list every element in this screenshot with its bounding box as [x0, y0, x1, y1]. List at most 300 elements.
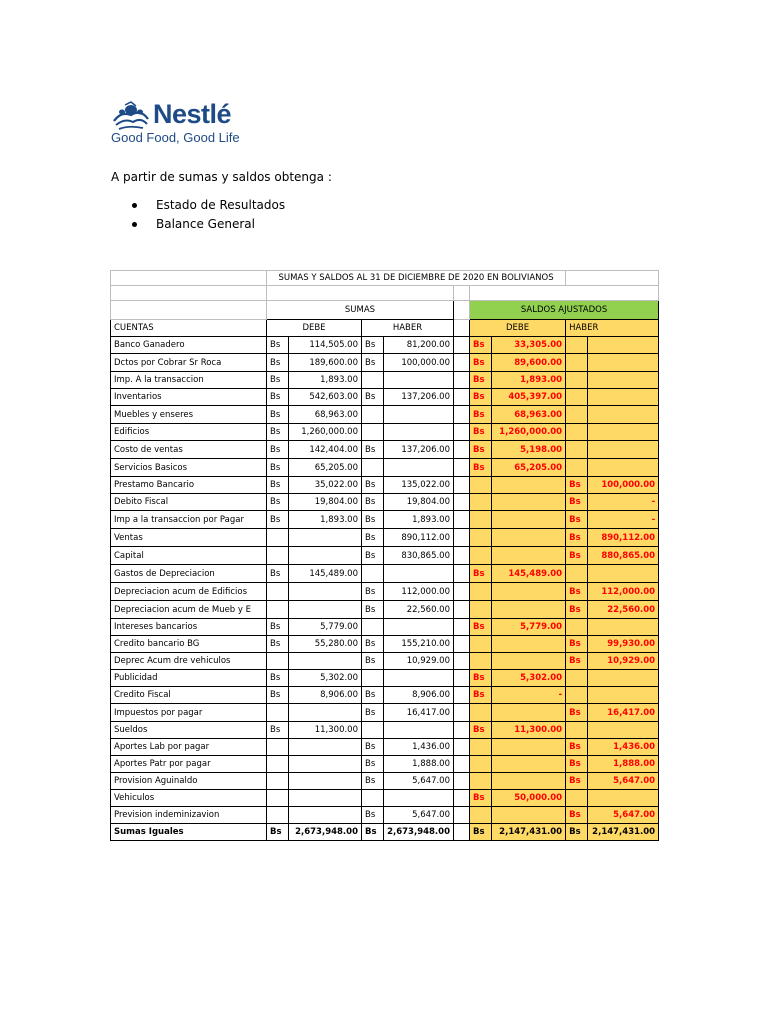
- col-saldo-debe: DEBE: [470, 320, 566, 337]
- debe-value: 114,505.00: [289, 337, 362, 354]
- haber-currency: Bs: [362, 704, 384, 722]
- table-row: [111, 547, 659, 565]
- haber-value: 830,865.00: [384, 547, 454, 565]
- debe-currency: Bs: [267, 636, 289, 653]
- saldo-haber-currency: Bs: [566, 529, 588, 547]
- account-name: Credito Fiscal: [111, 687, 267, 704]
- saldo-debe-currency: [470, 704, 492, 722]
- saldo-debe-currency: Bs: [470, 824, 492, 841]
- debe-currency: Bs: [267, 722, 289, 739]
- table-row: [111, 354, 659, 372]
- account-name: Impuestos por pagar: [111, 704, 267, 722]
- haber-value: 16,417.00: [384, 704, 454, 722]
- haber-value: 5,647.00: [384, 807, 454, 824]
- group-sumas: SUMAS: [267, 301, 454, 320]
- debe-value: 11,300.00: [289, 722, 362, 739]
- list-item: [132, 215, 285, 234]
- saldo-debe-value: [492, 653, 566, 670]
- saldo-debe-currency: [470, 773, 492, 790]
- saldo-haber-currency: Bs: [566, 756, 588, 773]
- saldo-debe-value: 145,489.00: [492, 565, 566, 583]
- saldo-debe-value: 89,600.00: [492, 354, 566, 372]
- blank-cell: [566, 271, 659, 286]
- haber-value: 137,206.00: [384, 441, 454, 459]
- saldo-debe-currency: Bs: [470, 389, 492, 406]
- saldo-haber-currency: Bs: [566, 636, 588, 653]
- haber-currency: [362, 424, 384, 441]
- total-saldo-debe: 2,147,431.00: [492, 824, 566, 841]
- total-debe: 2,673,948.00: [289, 824, 362, 841]
- table-row: [111, 337, 659, 354]
- debe-value: [289, 583, 362, 601]
- saldo-haber-currency: [566, 722, 588, 739]
- debe-currency: Bs: [267, 459, 289, 477]
- saldo-haber-value: [588, 441, 659, 459]
- saldo-debe-value: 68,963.00: [492, 406, 566, 424]
- trial-balance-table: [110, 270, 659, 841]
- table-row: [111, 389, 659, 406]
- saldo-debe-currency: [470, 739, 492, 756]
- haber-value: 890,112.00: [384, 529, 454, 547]
- saldo-haber-value: 890,112.00: [588, 529, 659, 547]
- debe-currency: [267, 773, 289, 790]
- saldo-haber-currency: Bs: [566, 477, 588, 494]
- haber-value: 112,000.00: [384, 583, 454, 601]
- table-row: [111, 653, 659, 670]
- total-saldo-haber: 2,147,431.00: [588, 824, 659, 841]
- saldo-haber-value: 10,929.00: [588, 653, 659, 670]
- saldo-haber-value: [588, 722, 659, 739]
- saldo-haber-value: [588, 790, 659, 807]
- blank-cell: [454, 619, 470, 636]
- debe-currency: Bs: [267, 565, 289, 583]
- haber-value: [384, 424, 454, 441]
- blank-cell: [454, 704, 470, 722]
- saldo-debe-value: [492, 636, 566, 653]
- saldo-debe-currency: Bs: [470, 372, 492, 389]
- saldo-debe-currency: Bs: [470, 406, 492, 424]
- table-row: [111, 687, 659, 704]
- debe-currency: Bs: [267, 406, 289, 424]
- saldo-haber-value: [588, 687, 659, 704]
- debe-currency: [267, 601, 289, 619]
- haber-currency: [362, 619, 384, 636]
- blank-cell: [454, 807, 470, 824]
- blank-cell: [454, 301, 470, 320]
- haber-value: [384, 406, 454, 424]
- debe-value: 1,893.00: [289, 372, 362, 389]
- account-name: Ventas: [111, 529, 267, 547]
- blank-cell: [454, 320, 470, 337]
- bullet-icon: [132, 222, 137, 227]
- account-name: Prestamo Bancario: [111, 477, 267, 494]
- account-name: Publicidad: [111, 670, 267, 687]
- blank-cell: [454, 372, 470, 389]
- table-row: [111, 790, 659, 807]
- debe-value: 5,779.00: [289, 619, 362, 636]
- haber-currency: [362, 372, 384, 389]
- table-row: [111, 636, 659, 653]
- debe-value: 55,280.00: [289, 636, 362, 653]
- table-row: [111, 739, 659, 756]
- column-header-row: [111, 320, 659, 337]
- saldo-debe-value: [492, 511, 566, 529]
- saldo-haber-value: 99,930.00: [588, 636, 659, 653]
- totals-row: [111, 824, 659, 841]
- table-row: [111, 406, 659, 424]
- account-name: Capital: [111, 547, 267, 565]
- saldo-haber-currency: [566, 406, 588, 424]
- list-item-label: Estado de Resultados: [156, 198, 286, 212]
- blank-cell: [454, 722, 470, 739]
- debe-value: [289, 653, 362, 670]
- haber-value: [384, 790, 454, 807]
- debe-value: [289, 790, 362, 807]
- saldo-haber-value: 100,000.00: [588, 477, 659, 494]
- saldo-haber-value: [588, 424, 659, 441]
- debe-value: [289, 807, 362, 824]
- saldo-debe-currency: [470, 756, 492, 773]
- group-saldos-ajustados: SALDOS AJUSTADOS: [470, 301, 659, 320]
- saldo-haber-currency: [566, 619, 588, 636]
- haber-currency: Bs: [362, 354, 384, 372]
- account-name: Banco Ganadero: [111, 337, 267, 354]
- saldo-haber-currency: [566, 565, 588, 583]
- saldo-debe-currency: [470, 636, 492, 653]
- debe-currency: [267, 807, 289, 824]
- account-name: Aportes Patr por pagar: [111, 756, 267, 773]
- debe-currency: Bs: [267, 337, 289, 354]
- saldo-haber-value: -: [588, 511, 659, 529]
- saldo-haber-value: 1,436.00: [588, 739, 659, 756]
- blank-cell: [454, 636, 470, 653]
- haber-value: 1,888.00: [384, 756, 454, 773]
- debe-value: [289, 773, 362, 790]
- saldo-haber-value: [588, 389, 659, 406]
- haber-currency: [362, 790, 384, 807]
- debe-value: [289, 601, 362, 619]
- debe-currency: [267, 790, 289, 807]
- saldo-haber-currency: [566, 670, 588, 687]
- haber-currency: Bs: [362, 547, 384, 565]
- total-haber: 2,673,948.00: [384, 824, 454, 841]
- blank-cell: [111, 271, 267, 286]
- haber-currency: Bs: [362, 601, 384, 619]
- saldo-debe-currency: Bs: [470, 619, 492, 636]
- debe-value: [289, 739, 362, 756]
- haber-value: [384, 619, 454, 636]
- account-name: Costo de ventas: [111, 441, 267, 459]
- haber-currency: Bs: [362, 824, 384, 841]
- saldo-haber-currency: [566, 790, 588, 807]
- col-haber: HABER: [362, 320, 454, 337]
- table-row: [111, 773, 659, 790]
- haber-value: 19,804.00: [384, 494, 454, 511]
- haber-currency: [362, 722, 384, 739]
- col-cuentas: CUENTAS: [111, 320, 267, 337]
- saldo-debe-currency: [470, 529, 492, 547]
- haber-currency: Bs: [362, 756, 384, 773]
- haber-value: [384, 459, 454, 477]
- table-row: [111, 511, 659, 529]
- debe-value: 145,489.00: [289, 565, 362, 583]
- account-name: Deprec Acum dre vehiculos: [111, 653, 267, 670]
- blank-cell: [454, 354, 470, 372]
- haber-value: [384, 722, 454, 739]
- table-row: [111, 619, 659, 636]
- debe-value: 189,600.00: [289, 354, 362, 372]
- debe-value: 65,205.00: [289, 459, 362, 477]
- totals-label: Sumas Iguales: [111, 824, 267, 841]
- blank-cell: [454, 406, 470, 424]
- blank-cell: [454, 477, 470, 494]
- saldo-haber-currency: Bs: [566, 653, 588, 670]
- saldo-haber-currency: [566, 389, 588, 406]
- blank-cell: [454, 583, 470, 601]
- saldo-haber-currency: [566, 424, 588, 441]
- saldo-haber-currency: Bs: [566, 704, 588, 722]
- debe-value: 1,893.00: [289, 511, 362, 529]
- saldo-debe-value: [492, 601, 566, 619]
- haber-currency: Bs: [362, 337, 384, 354]
- table-title: SUMAS Y SALDOS AL 31 DE DICIEMBRE DE 2020 EN BOLIVIANOS: [267, 271, 566, 286]
- blank-cell: [111, 301, 267, 320]
- haber-currency: [362, 670, 384, 687]
- debe-currency: Bs: [267, 424, 289, 441]
- table-row: [111, 441, 659, 459]
- haber-currency: Bs: [362, 494, 384, 511]
- saldo-debe-currency: [470, 601, 492, 619]
- debe-value: 542,603.00: [289, 389, 362, 406]
- blank-cell: [470, 286, 659, 301]
- debe-value: [289, 547, 362, 565]
- account-name: Dctos por Cobrar Sr Roca: [111, 354, 267, 372]
- saldo-debe-currency: Bs: [470, 687, 492, 704]
- haber-currency: Bs: [362, 511, 384, 529]
- saldo-debe-value: 405,397.00: [492, 389, 566, 406]
- saldo-haber-currency: [566, 354, 588, 372]
- table-row: [111, 704, 659, 722]
- haber-value: [384, 565, 454, 583]
- saldo-debe-value: 5,779.00: [492, 619, 566, 636]
- list-item: [132, 196, 285, 215]
- blank-cell: [454, 773, 470, 790]
- saldo-haber-value: [588, 354, 659, 372]
- saldo-debe-currency: Bs: [470, 337, 492, 354]
- brand-name: Nestlé: [153, 99, 232, 129]
- table-row: [111, 601, 659, 619]
- saldo-haber-value: -: [588, 494, 659, 511]
- blank-cell: [454, 424, 470, 441]
- blank-cell: [454, 337, 470, 354]
- blank-cell: [454, 441, 470, 459]
- saldo-haber-value: 880,865.00: [588, 547, 659, 565]
- saldo-haber-value: [588, 337, 659, 354]
- saldo-haber-currency: Bs: [566, 601, 588, 619]
- debe-currency: Bs: [267, 670, 289, 687]
- saldo-debe-value: 50,000.00: [492, 790, 566, 807]
- blank-cell: [454, 670, 470, 687]
- haber-value: 1,436.00: [384, 739, 454, 756]
- saldo-haber-value: 112,000.00: [588, 583, 659, 601]
- account-name: Imp a la transaccion por Pagar: [111, 511, 267, 529]
- account-name: Debito Fiscal: [111, 494, 267, 511]
- saldo-debe-value: 1,260,000.00: [492, 424, 566, 441]
- saldo-debe-value: [492, 704, 566, 722]
- table-row: [111, 565, 659, 583]
- account-name: Muebles y enseres: [111, 406, 267, 424]
- table-row: [111, 494, 659, 511]
- debe-currency: [267, 756, 289, 773]
- debe-currency: Bs: [267, 372, 289, 389]
- saldo-debe-value: 65,205.00: [492, 459, 566, 477]
- haber-currency: Bs: [362, 529, 384, 547]
- account-name: Credito bancario BG: [111, 636, 267, 653]
- list-item-label: Balance General: [156, 217, 255, 231]
- debe-value: 8,906.00: [289, 687, 362, 704]
- bird-nest-icon: [111, 101, 151, 131]
- saldo-debe-currency: Bs: [470, 459, 492, 477]
- debe-currency: Bs: [267, 354, 289, 372]
- saldo-debe-value: [492, 773, 566, 790]
- blank-cell: [454, 494, 470, 511]
- saldo-debe-value: [492, 477, 566, 494]
- saldo-haber-value: [588, 406, 659, 424]
- saldo-debe-value: -: [492, 687, 566, 704]
- saldo-debe-currency: Bs: [470, 565, 492, 583]
- table-row: [111, 583, 659, 601]
- saldo-haber-value: [588, 670, 659, 687]
- saldo-debe-currency: [470, 477, 492, 494]
- debe-value: 35,022.00: [289, 477, 362, 494]
- table-row: [111, 424, 659, 441]
- saldo-debe-value: [492, 739, 566, 756]
- col-debe: DEBE: [267, 320, 362, 337]
- debe-currency: Bs: [267, 824, 289, 841]
- saldo-debe-currency: Bs: [470, 354, 492, 372]
- saldo-debe-value: 11,300.00: [492, 722, 566, 739]
- debe-value: 1,260,000.00: [289, 424, 362, 441]
- haber-value: 81,200.00: [384, 337, 454, 354]
- debe-value: [289, 704, 362, 722]
- saldo-haber-value: [588, 459, 659, 477]
- blank-cell: [454, 739, 470, 756]
- debe-value: [289, 756, 362, 773]
- saldo-haber-value: [588, 619, 659, 636]
- saldo-debe-currency: [470, 653, 492, 670]
- account-name: Depreciacion acum de Mueb y E: [111, 601, 267, 619]
- blank-cell: [454, 529, 470, 547]
- debe-currency: Bs: [267, 477, 289, 494]
- haber-value: 10,929.00: [384, 653, 454, 670]
- haber-value: 5,647.00: [384, 773, 454, 790]
- saldo-debe-currency: [470, 547, 492, 565]
- table-row: [111, 807, 659, 824]
- blank-cell: [454, 286, 470, 301]
- haber-currency: Bs: [362, 441, 384, 459]
- saldo-debe-currency: Bs: [470, 670, 492, 687]
- saldo-debe-value: 5,302.00: [492, 670, 566, 687]
- account-name: Aportes Lab por pagar: [111, 739, 267, 756]
- debe-value: 19,804.00: [289, 494, 362, 511]
- bullet-icon: [132, 203, 137, 208]
- account-name: Imp. A la transaccion: [111, 372, 267, 389]
- table-row: [111, 529, 659, 547]
- haber-value: 1,893.00: [384, 511, 454, 529]
- debe-currency: Bs: [267, 619, 289, 636]
- debe-currency: [267, 583, 289, 601]
- saldo-haber-currency: [566, 687, 588, 704]
- table-row: [111, 670, 659, 687]
- haber-value: 155,210.00: [384, 636, 454, 653]
- saldo-debe-currency: [470, 494, 492, 511]
- brand-tagline: Good Food, Good Life: [111, 130, 240, 145]
- saldo-haber-value: 22,560.00: [588, 601, 659, 619]
- haber-currency: Bs: [362, 583, 384, 601]
- debe-currency: Bs: [267, 687, 289, 704]
- saldo-haber-currency: Bs: [566, 739, 588, 756]
- saldo-haber-value: 5,647.00: [588, 807, 659, 824]
- debe-currency: Bs: [267, 389, 289, 406]
- saldo-haber-value: 5,647.00: [588, 773, 659, 790]
- saldo-debe-currency: Bs: [470, 441, 492, 459]
- saldo-debe-currency: [470, 807, 492, 824]
- spacer-row: [111, 286, 659, 301]
- saldo-debe-currency: [470, 511, 492, 529]
- saldo-debe-currency: [470, 583, 492, 601]
- saldo-haber-currency: [566, 337, 588, 354]
- debe-currency: [267, 529, 289, 547]
- account-name: Servicios Basicos: [111, 459, 267, 477]
- saldo-debe-value: 33,305.00: [492, 337, 566, 354]
- instructions-text: A partir de sumas y saldos obtenga :: [111, 170, 332, 184]
- table-row: [111, 756, 659, 773]
- group-header-row: [111, 301, 659, 320]
- debe-value: 68,963.00: [289, 406, 362, 424]
- task-list: [132, 196, 285, 234]
- debe-currency: [267, 704, 289, 722]
- blank-cell: [454, 511, 470, 529]
- saldo-debe-value: [492, 756, 566, 773]
- table-row: [111, 722, 659, 739]
- saldo-haber-currency: Bs: [566, 494, 588, 511]
- haber-value: [384, 372, 454, 389]
- blank-cell: [454, 601, 470, 619]
- haber-currency: Bs: [362, 739, 384, 756]
- saldo-debe-value: 1,893.00: [492, 372, 566, 389]
- haber-currency: Bs: [362, 687, 384, 704]
- debe-value: 142,404.00: [289, 441, 362, 459]
- haber-currency: Bs: [362, 773, 384, 790]
- table-row: [111, 459, 659, 477]
- blank-cell: [454, 565, 470, 583]
- blank-cell: [454, 459, 470, 477]
- saldo-debe-value: [492, 529, 566, 547]
- haber-currency: Bs: [362, 653, 384, 670]
- debe-currency: Bs: [267, 494, 289, 511]
- saldo-haber-value: [588, 372, 659, 389]
- blank-cell: [454, 790, 470, 807]
- haber-value: [384, 670, 454, 687]
- blank-cell: [267, 286, 454, 301]
- saldo-haber-currency: Bs: [566, 773, 588, 790]
- account-name: Prevision indeminizavion: [111, 807, 267, 824]
- table-row: [111, 372, 659, 389]
- haber-currency: Bs: [362, 636, 384, 653]
- account-name: Provision Aguinaldo: [111, 773, 267, 790]
- haber-value: 22,560.00: [384, 601, 454, 619]
- saldo-haber-value: 1,888.00: [588, 756, 659, 773]
